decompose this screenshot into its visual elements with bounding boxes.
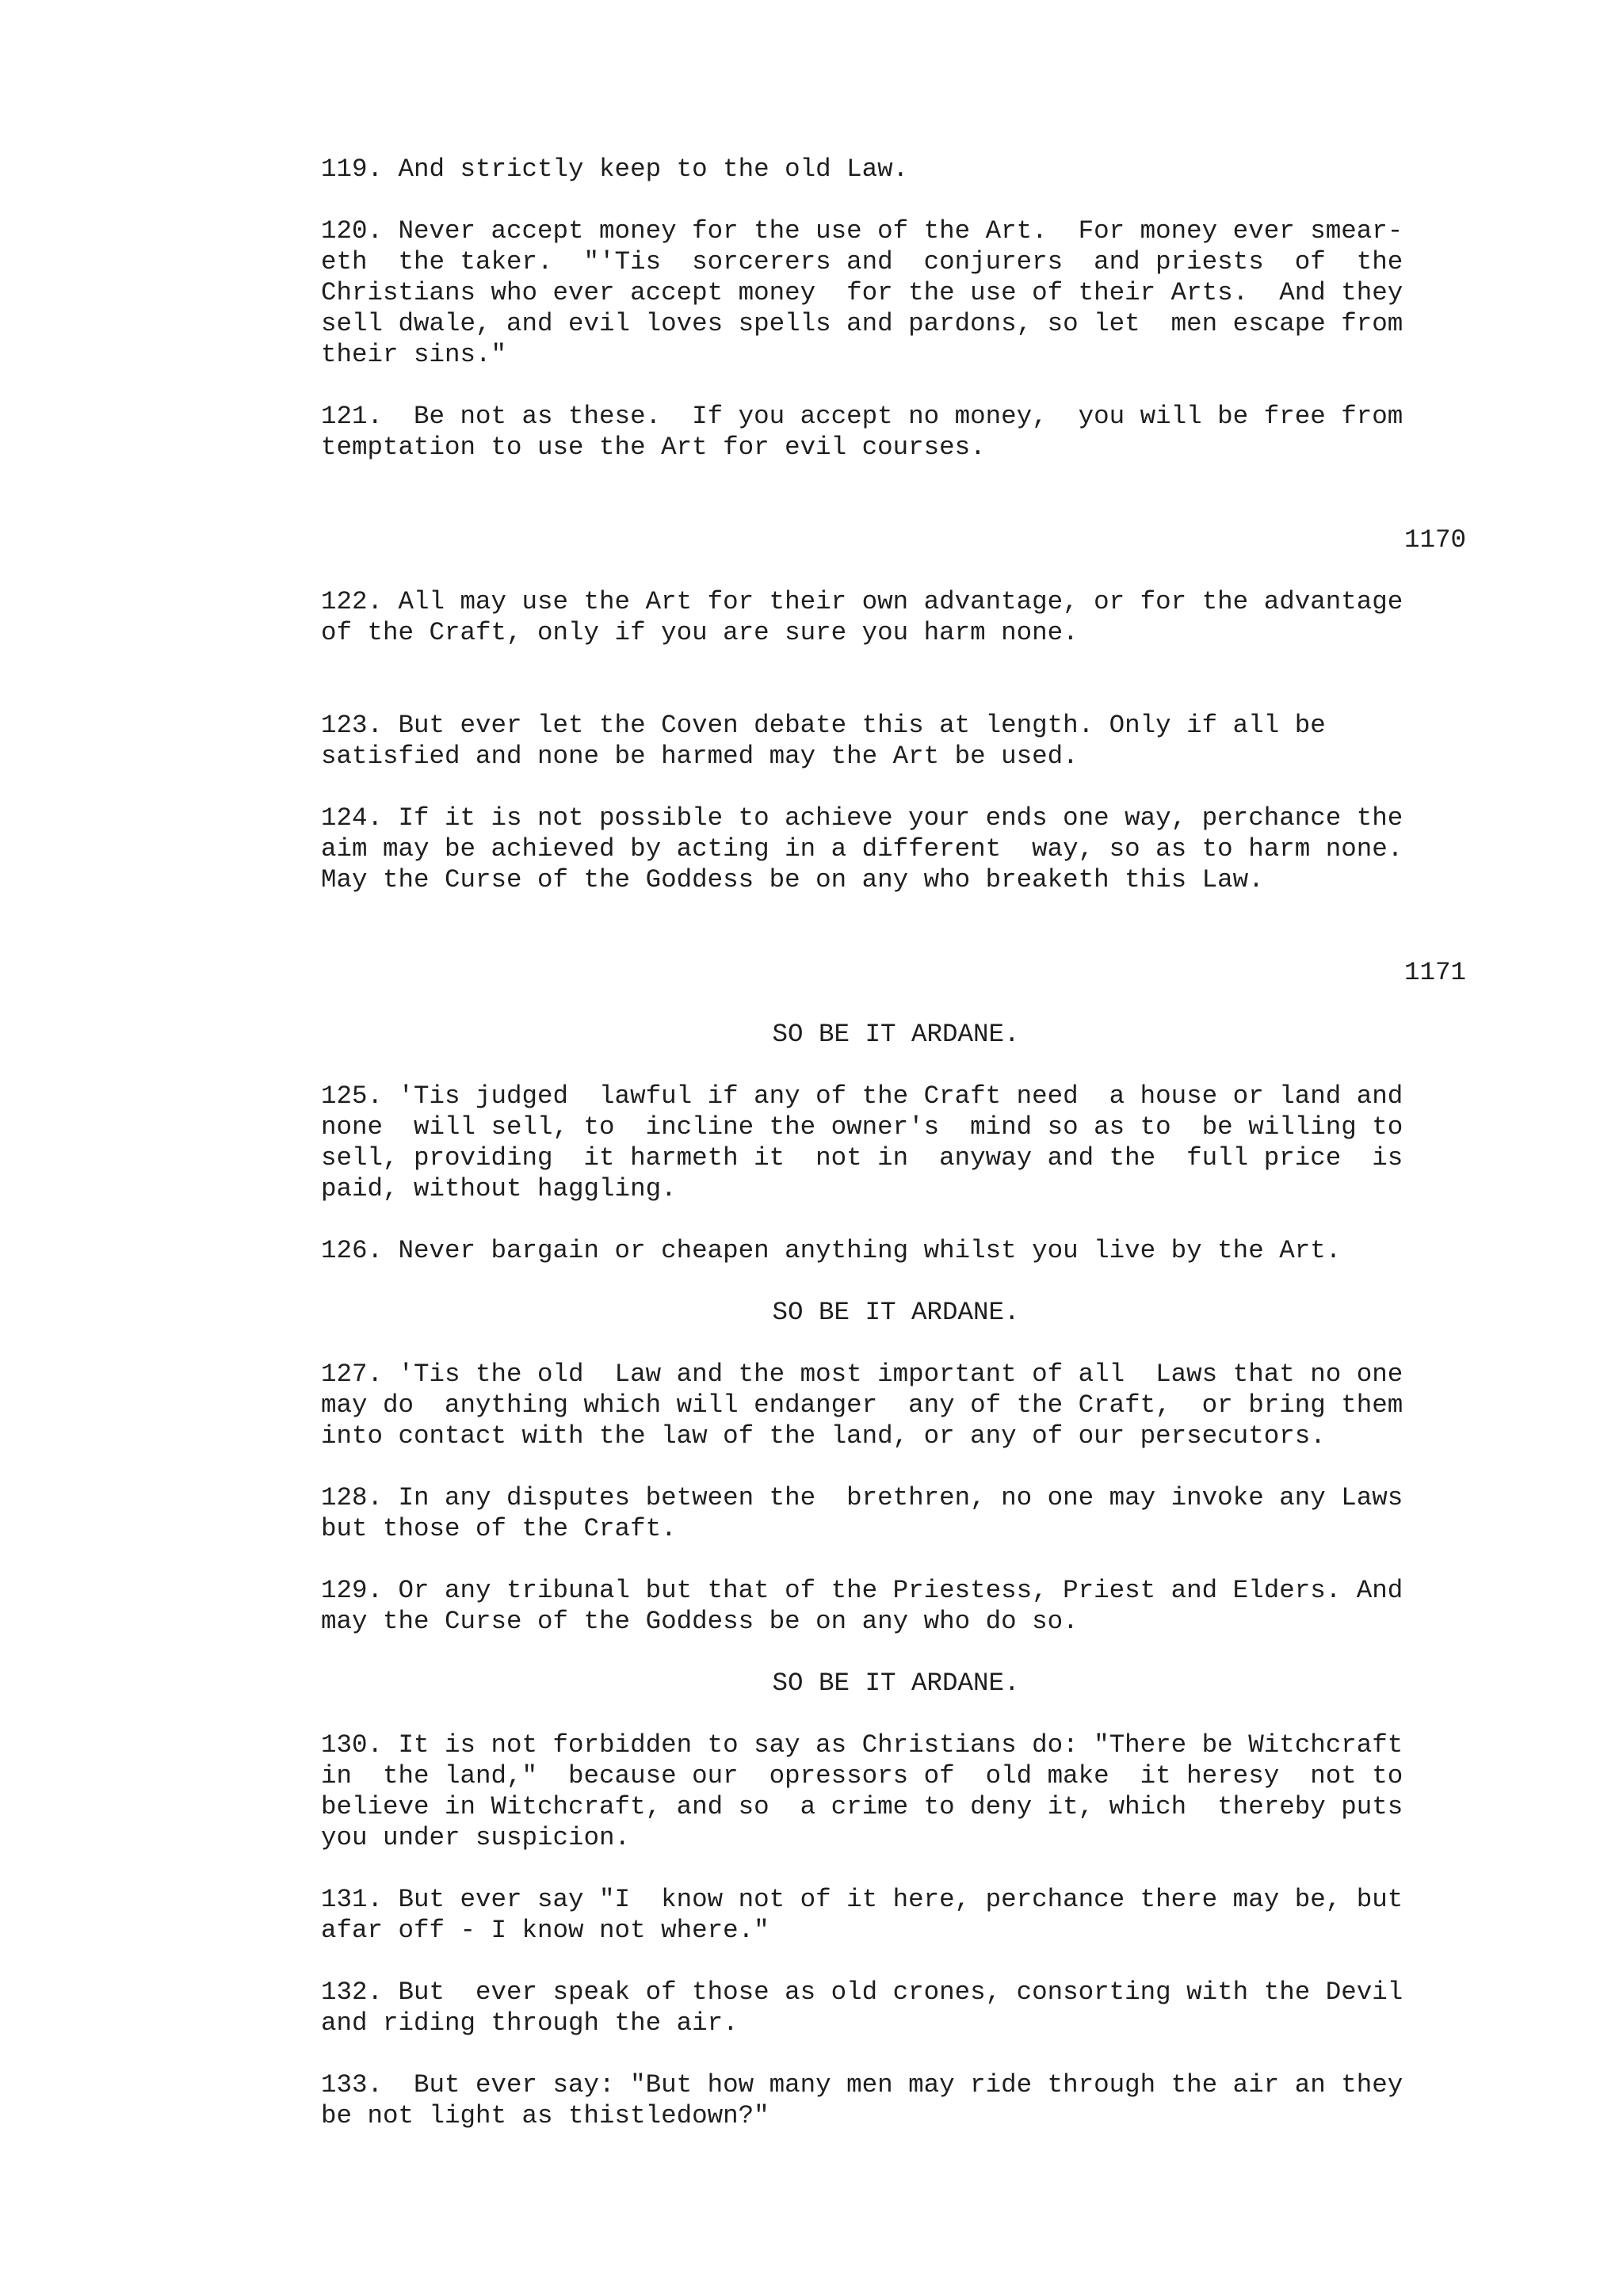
paragraph-131: 131. But ever say "I know not of it here, perchance there may be, but afar off - I know not where." <box>321 1885 1403 1945</box>
paragraph-122: 122. All may use the Art for their own advantage, or for the advantage of the Craft, only if you are sure you harm none. <box>321 587 1403 647</box>
refrain-heading: SO BE IT ARDANE. <box>772 1669 1020 1698</box>
paragraph-120: 120. Never accept money for the use of the Art. For money ever smear- eth the taker. "'Tis sorcerers and conjurers and priests of the Christians who ever accept money for the use of their Arts. And they sell dwale, and evil loves spells and pardons, so let men escape from their sins." <box>321 216 1403 369</box>
paragraph-121: 121. Be not as these. If you accept no money, you will be free from temptation to use the Art for evil courses. <box>321 402 1403 462</box>
refrain-heading: SO BE IT ARDANE. <box>772 1020 1020 1049</box>
paragraph-123: 123. But ever let the Coven debate this at length. Only if all be satisfied and none be harmed may the Art be used. <box>321 711 1326 771</box>
paragraph-126: 126. Never bargain or cheapen anything whilst you live by the Art. <box>321 1236 1342 1265</box>
paragraph-128: 128. In any disputes between the brethren, no one may invoke any Laws but those of the Craft. <box>321 1483 1403 1543</box>
document-page <box>321 154 1466 2162</box>
paragraph-125: 125. 'Tis judged lawful if any of the Craft need a house or land and none will sell, to incline the owner's mind so as to be willing to sell, providing it harmeth it not in anyway and the full price is paid, without haggling. <box>321 1081 1403 1203</box>
page-number-1171: 1171 <box>1403 958 1466 987</box>
paragraph-127: 127. 'Tis the old Law and the most important of all Laws that no one may do anything which will endanger any of the Craft, or bring them into contact with the law of the land, or any of our persecutors. <box>321 1360 1403 1451</box>
paragraph-130: 130. It is not forbidden to say as Christians do: "There be Witchcraft in the land," because our opressors of old make it heresy not to believe in Witchcraft, and so a crime to deny it, which thereby puts you under suspicion. <box>321 1730 1403 1852</box>
paragraph-133: 133. But ever say: "But how many men may ride through the air an they be not light as thistledown?" <box>321 2070 1403 2130</box>
page-number-1170: 1170 <box>1403 525 1466 555</box>
paragraph-129: 129. Or any tribunal but that of the Priestess, Priest and Elders. And may the Curse of the Goddess be on any who do so. <box>321 1576 1403 1636</box>
paragraph-119: 119. And strictly keep to the old Law. <box>321 154 909 184</box>
paragraph-132: 132. But ever speak of those as old crones, consorting with the Devil and riding through the air. <box>321 1978 1403 2038</box>
refrain-heading: SO BE IT ARDANE. <box>772 1298 1020 1327</box>
paragraph-124: 124. If it is not possible to achieve your ends one way, perchance the aim may be achieved by acting in a different way, so as to harm none. May the Curse of the Goddess be on any who breaketh this Law. <box>321 803 1403 894</box>
